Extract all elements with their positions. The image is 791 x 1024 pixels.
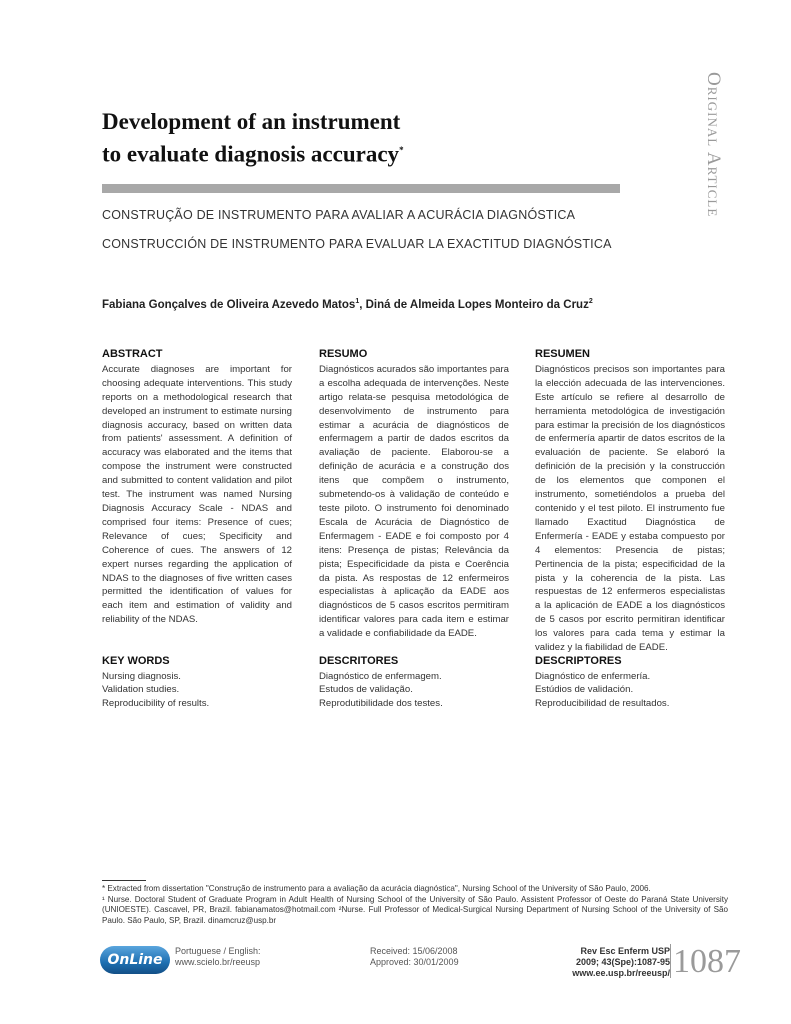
title-line-1: Development of an instrument [102,109,401,134]
author-2: Diná de Almeida Lopes Monteiro da Cruz [365,298,589,311]
keyword-item: Validation studies. [102,684,180,695]
author-1: Fabiana Gonçalves de Oliveira Azevedo Matos [102,298,356,311]
footnote-rule [102,880,146,881]
journal-citation: 2009; 43(Spe):1087-95 [575,957,670,967]
author-line [102,298,593,311]
descriptor-item: Diagnóstico de enfermería. [535,670,651,682]
journal-info [572,946,670,979]
journal-name: Rev Esc Enferm USP [580,946,670,956]
author-separator: , [359,298,366,311]
page-number-divider [670,944,671,978]
abstract-text: Accurate diagnoses are important for choosing adequate interventions. This study reports on a methodological research that developed an instrument to estimate nursing diagnosis accuracy, based on written data from patients' assessment. A definition of accuracy was elaborated and the items that compose the instrument were constructed and submitted to content validation and pilot test. The instrument was named Nursing Diagnosis Accuracy Scale - NDAS and comprised four items: Presence of cues; Relevance of cues; Specificity and Coherence of cues. The answers of 12 expert nurses regarding the application of NDAS to the diagnoses of five written cases permitted the identification of values for each item and estimation of validity and reliability of the NDAS. [102,363,292,626]
resumo-section [319,348,509,641]
received-date: Received: 15/06/2008 [370,946,458,956]
title-footnote-mark: * [399,145,404,155]
descritor-item: Diagnóstico de enfermagem. [319,670,442,682]
footnote-affiliations: ¹ Nurse. Doctoral Student of Graduate Program in Adult Health of Nursing School of the University of São Paulo. Assistent Professor of Oeste do Paraná State University (UNIOESTE). Cascavel, PR, Brazil. fabianamatos@hotmail.com ²Nurse. Full Professor of Medical-Surgical Nursing Department of Nursing School of the University of São Paulo. São Paulo, SP, Brazil. dinamcruz@usp.br [102,894,728,925]
descriptores-heading: DESCRIPTORES [535,655,622,667]
title-divider-bar [102,184,620,193]
footnote-dissertation: * Extracted from dissertation "Construção de instrumento para a avaliação da acurácia diagnóstica", Nursing School of the University of São Paulo, 2006. [102,884,651,893]
descritor-item: Reprodutibilidade dos testes. [319,697,443,709]
portuguese-title: CONSTRUÇÃO DE INSTRUMENTO PARA AVALIAR A ACURÁCIA DIAGNÓSTICA [102,208,576,222]
keyword-item: Reproducibility of results. [102,697,210,709]
resumo-heading: RESUMO [319,348,368,360]
keywords-heading: KEY WORDS [102,655,170,667]
keywords-section [102,655,292,710]
abstract-section [102,348,292,627]
section-label [700,72,724,252]
descriptores-section [535,655,725,710]
language-info [175,946,261,968]
online-logo[interactable]: OnLine [100,946,170,974]
author-2-mark: 2 [588,298,593,305]
descritores-section [319,655,509,710]
spanish-title: CONSTRUCCIÓN DE INSTRUMENTO PARA EVALUAR LA EXACTITUD DIAGNÓSTICA [102,237,612,251]
descritores-heading: DESCRITORES [319,655,399,667]
journal-link[interactable]: www.ee.usp.br/reeusp/ [572,968,670,978]
author-1-mark: 1 [355,298,360,305]
descriptor-item: Reproducibilidad de resultados. [535,697,670,709]
resumen-heading: RESUMEN [535,348,591,360]
scielo-link[interactable]: www.scielo.br/reeusp [175,957,261,967]
abstract-heading: ABSTRACT [102,348,163,360]
dates-info [370,946,459,968]
page-number: 1087 [673,943,741,980]
section-label-text: Original Article [703,72,724,218]
descritor-item: Estudos de validação. [319,684,413,695]
approved-date: Approved: 30/01/2009 [370,957,459,967]
title-line-2: to evaluate diagnosis accuracy [102,141,400,167]
keyword-item: Nursing diagnosis. [102,670,181,682]
resumen-text: Diagnósticos precisos son importantes para la elección adecuada de las intervenciones. Este artículo se refiere al desarrollo de herramienta metodológica de investigación para estimar la precisión de los diagnósticos de enfermería apartir de datos escritos de la evaluación de paciente. Se elaboró la definición de la precisión y la construcción de los elementos que componen el instrumento, sometiéndolos a prueba del contenido y el test piloto. El instrumento fue llamado Exactitud Diagnóstica de Enfermería - EADE y estaba compuesto por 4 elementos: Presencia de pistas; Pertinencia de la pista; especificidad de la pista y la coherencia de la pista. Las respuestas de 12 enfermeros especialistas a la aplicación de EADE a los diagnósticos de 5 casos por escrito permitiran identificar los valores para cada tema y estimar la validez y la fiabilidad de EADE. [535,363,725,654]
language-label: Portuguese / English: [175,946,261,956]
descriptor-item: Estúdios de validación. [535,684,634,695]
resumen-section [535,348,725,655]
article-title [102,108,662,169]
resumo-text: Diagnósticos acurados são importantes para a escolha adequada de intervenções. Neste artigo relata-se pesquisa metodológica de desenvolvimento de instrumento para estimar a acurácia de diagnósticos de enfermagem a partir de dados escritos da avaliação de paciente. Elaborou-se a definição de acurácia e a construção dos itens que compõem o instrumento, submetendo-os à validação de conteúdo e teste piloto. O instrumento foi denominado Escala de Acurácia de Diagnóstico de Enfermagem - EADE e foi composto por 4 itens: Presença de pistas; Relevância da pista; Especificidade da pista e Coerência da pista. As respostas de 12 enfermeiros especialistas à aplicação da EADE aos diagnósticos de 5 casos escritos permitiram identificar valores para cada item e estimar a validade e confiabilidade da EADE. [319,363,509,640]
footnotes [102,884,728,926]
